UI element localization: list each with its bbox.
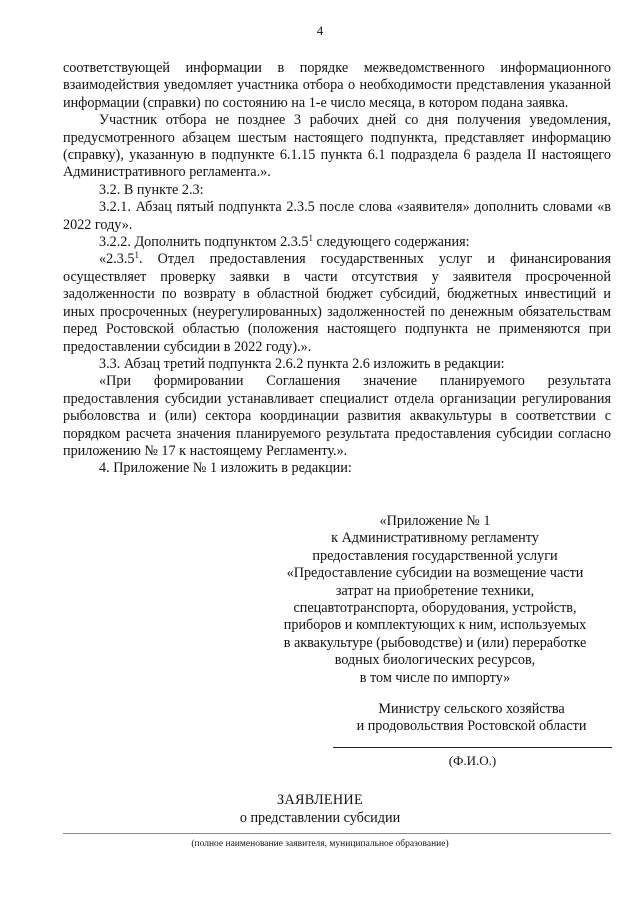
appendix-line: водных биологических ресурсов, <box>334 652 536 669</box>
paragraph-text: «2.3.5 <box>99 251 135 268</box>
page-number: 4 <box>316 23 324 38</box>
paragraph-text: 3.2.2. Дополнить подпунктом 2.3.5 <box>99 234 309 251</box>
recipient-line: и продовольствия Ростовской области <box>356 718 587 735</box>
paragraph: соответствующей информации в порядке межведомственного информационного взаимодействия уведомляет участника отбора о необходимости представления указанной информации (справки) по состоянию на 1-е число месяца, в котором подана заявка. <box>63 60 611 111</box>
document-body <box>63 60 611 478</box>
paragraph <box>63 251 611 355</box>
fio-label: (Ф.И.О.) <box>448 753 497 768</box>
paragraph-text: . Отдел предоставления государственных услуг и финансирования осуществляет проверку заявки в части отсутствия у заявителя просроченной задолженности по возврату в областной бюджет субсидий, бюджетных инвестиций и иных просроченных (неурегулированных) задолженностей по денежным обязательствам перед Ростовской областью (положения настоящего подпункта не применяются при предоставлении субсидии в 2022 году).». <box>63 251 611 355</box>
paragraph: 4. Приложение № 1 изложить в редакции: <box>99 460 352 477</box>
fio-line <box>333 747 612 748</box>
appendix-line: затрат на приобретение техники, <box>335 582 535 599</box>
paragraph: 3.2.1. Абзац пятый подпункта 2.3.5 после слова «заявителя» дополнить словами «в 2022 году». <box>63 199 611 233</box>
appendix-line: «Приложение № 1 <box>379 513 491 529</box>
applicant-line <box>63 833 611 834</box>
recipient-block <box>330 701 613 736</box>
appendix-line: приборов и комплектующих к ним, используемых <box>283 617 587 634</box>
superscript: 1 <box>308 233 313 244</box>
paragraph: Участник отбора не позднее 3 рабочих дней со дня получения уведомления, предусмотренного абзацем шестым настоящего подпункта, представляет информацию (справку), указанную в подпункте 6.1.15 пункта 6.1 подраздела 6 раздела II настоящего Административного регламента.». <box>63 112 611 181</box>
paragraph: 3.3. Абзац третий подпункта 2.6.2 пункта 2.6 изложить в редакции: <box>99 355 505 372</box>
document-title: ЗАЯВЛЕНИЕ <box>277 792 363 808</box>
appendix-line: предоставления государственной услуги <box>312 547 558 564</box>
recipient-line: Министру сельского хозяйства <box>378 701 565 717</box>
appendix-line: спецавтотранспорта, оборудования, устройств, <box>293 600 577 617</box>
appendix-line: к Административному регламенту <box>331 530 539 547</box>
paragraph <box>63 234 611 251</box>
appendix-header <box>260 513 610 687</box>
paragraph: «При формировании Соглашения значение планируемого результата предоставления субсидии устанавливает специалист отдела организации регулирования рыболовства и (или) сектора координации развития аквакультуры в соответствии с порядком расчета значения планируемого результата предоставления субсидии согласно приложению № 17 к настоящему Регламенту.». <box>63 373 611 459</box>
document-subtitle: о представлении субсидии <box>239 810 401 826</box>
paragraph-text: следующего содержания: <box>316 234 470 251</box>
appendix-line: в том числе по импорту» <box>359 669 511 686</box>
appendix-line: в аквакультуре (рыбоводстве) и (или) переработке <box>283 634 587 651</box>
applicant-caption: (полное наименование заявителя, муниципальное образование) <box>191 839 449 849</box>
superscript: 1 <box>134 250 139 261</box>
appendix-line: «Предоставление субсидии на возмещение части <box>286 565 584 582</box>
paragraph: 3.2. В пункте 2.3: <box>99 181 204 198</box>
